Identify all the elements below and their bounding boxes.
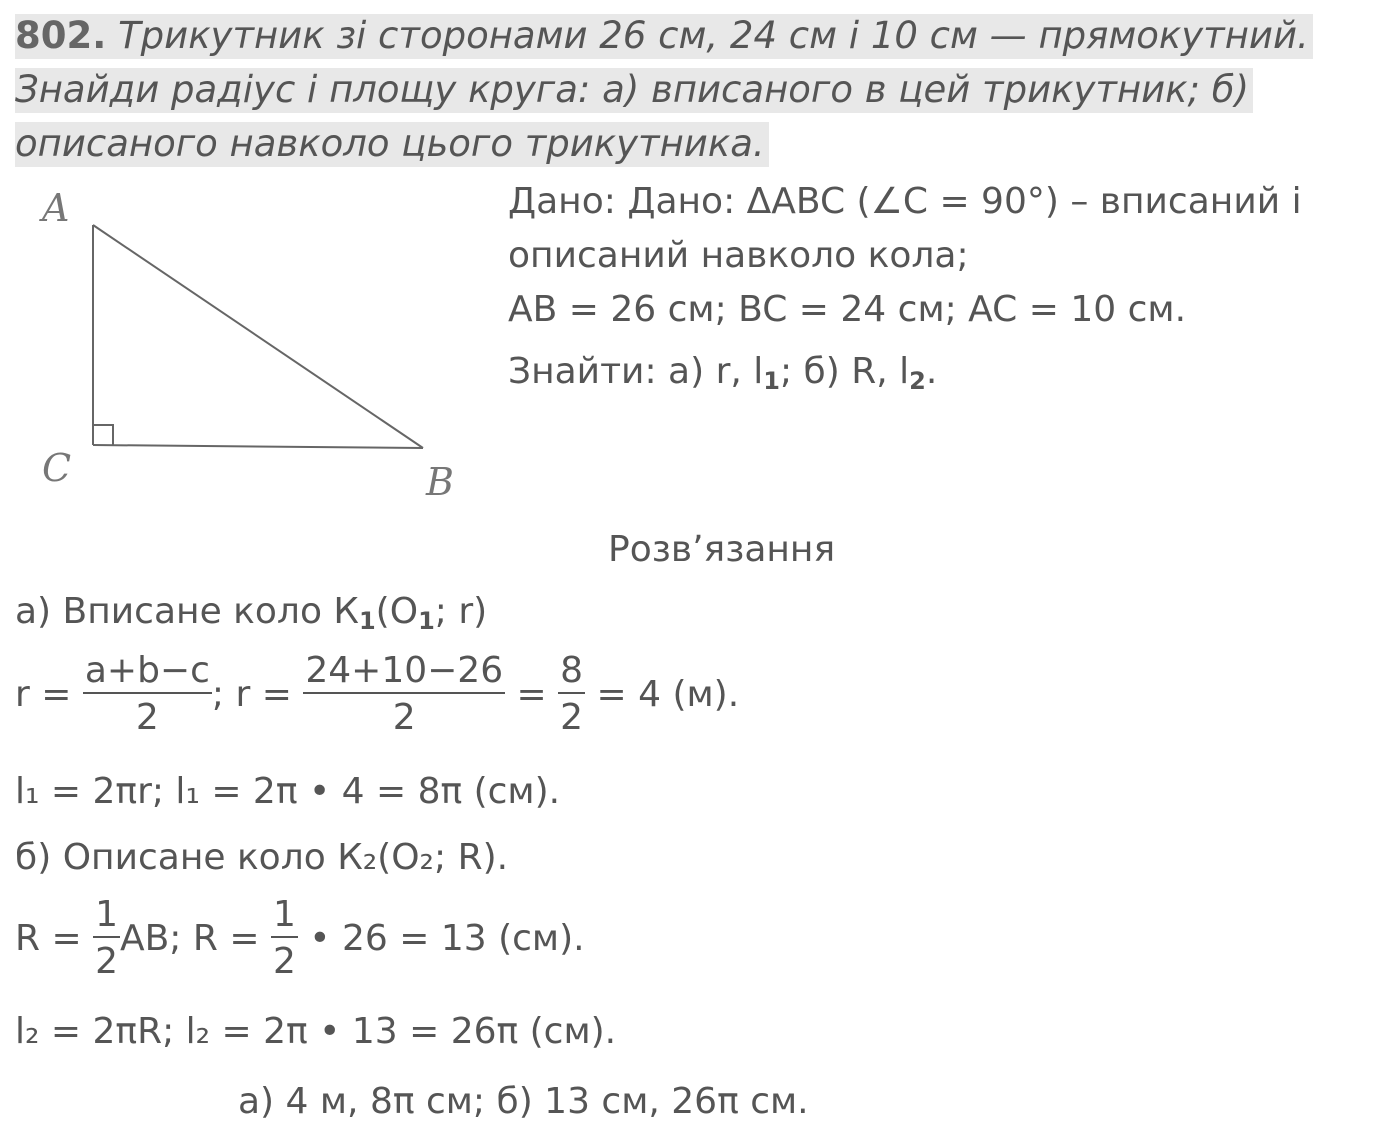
task-text-3: описаного навколо цього трикутника. xyxy=(15,122,769,167)
task-line-1 xyxy=(15,14,1313,58)
fraction-abc: $\frac{a+b-c}{2}$ xyxy=(83,650,212,742)
triangle-figure xyxy=(30,180,480,510)
fraction-half-1: $\frac{1}{2}$ xyxy=(93,894,120,986)
solution-heading: Розв’язання xyxy=(608,529,836,570)
l2-line: l₂ = 2πR; l₂ = 2π • 13 = 26π (см). xyxy=(15,1011,617,1052)
label-b: B xyxy=(426,460,454,504)
side-cb xyxy=(93,445,423,448)
part-a-heading: а) Вписане коло К1(O1; r) xyxy=(15,591,488,635)
fraction-8-2: $\frac{8}{2}$ xyxy=(558,650,585,742)
given-line-2: описаний навколо кола; xyxy=(508,235,969,276)
part-b-heading: б) Описане коло К₂(O₂; R). xyxy=(15,837,509,878)
R-formula-line: R = $\frac{1}{2}$ AB; R = $\frac{1}{2}$ • 26 = 13 (см). xyxy=(15,894,585,986)
task-line-3 xyxy=(15,122,769,166)
side-ab xyxy=(93,225,423,448)
fraction-values: $\frac{24+10-26}{2}$ xyxy=(303,650,505,742)
right-angle-mark xyxy=(93,425,113,445)
find-line: Знайти: а) r, l1; б) R, l2. xyxy=(508,351,938,395)
task-text-1: Трикутник зі сторонами 26 см, 24 см і 10 см — прямокутний. xyxy=(118,14,1309,57)
label-a: A xyxy=(42,186,70,230)
given-line-1: Дано: Дано: ΔABC (∠C = 90°) – вписаний і xyxy=(508,181,1302,222)
task-number: 802. xyxy=(15,14,107,57)
fraction-half-2: $\frac{1}{2}$ xyxy=(271,894,298,986)
answer-line: а) 4 м, 8π см; б) 13 см, 26π см. xyxy=(238,1081,809,1122)
task-text-2: Знайди радіус і площу круга: а) вписаного в цей трикутник; б) xyxy=(15,68,1253,113)
given-line-3: AB = 26 см; BC = 24 см; AC = 10 см. xyxy=(508,289,1187,330)
l1-line: l₁ = 2πr; l₁ = 2π • 4 = 8π (см). xyxy=(15,771,561,812)
r-formula-line: r = $\frac{a+b-c}{2}$ ; r = $\frac{24+10-26}{2}$ = $\frac{8}{2}$ = 4 (м). xyxy=(15,650,739,742)
task-line-2 xyxy=(15,68,1253,112)
label-c: C xyxy=(42,446,72,490)
